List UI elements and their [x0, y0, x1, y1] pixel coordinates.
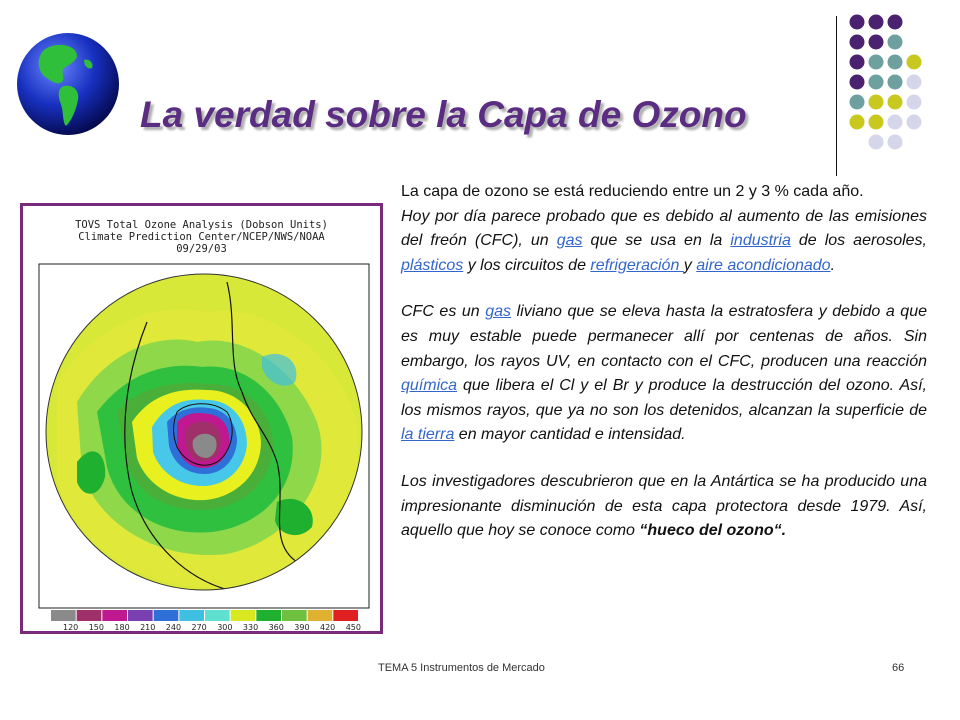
- decor-dot: [850, 75, 865, 90]
- decor-dot: [850, 55, 865, 70]
- scale-swatch: [154, 610, 179, 621]
- figure-title-line1: TOVS Total Ozone Analysis (Dobson Units): [75, 219, 328, 231]
- link-gas[interactable]: gas: [556, 232, 583, 250]
- paragraph-1: La capa de ozono se está reduciendo entre un 2 y 3 % cada año.: [401, 183, 864, 200]
- scale-swatch: [205, 610, 230, 621]
- scale-label: 270: [191, 623, 207, 632]
- text-span: de los aerosoles,: [790, 232, 928, 250]
- link-refrigeracion[interactable]: refrigeración: [590, 256, 684, 274]
- figure-title-line2: Climate Prediction Center/NCEP/NWS/NOAA: [78, 231, 325, 243]
- scale-label: 120: [63, 623, 79, 632]
- ozone-polar-map: [37, 262, 371, 610]
- decor-dot: [869, 55, 884, 70]
- slide-title: La verdad sobre la Capa de Ozono: [140, 94, 747, 135]
- hueco-del-ozono-bold: “hueco del ozono“.: [639, 522, 787, 540]
- scale-label: 210: [140, 623, 156, 632]
- scale-label: 150: [88, 623, 104, 632]
- decor-dot: [869, 95, 884, 110]
- text-span: .: [830, 256, 836, 274]
- scale-swatch: [128, 610, 153, 621]
- figure-title-line3: 09/29/03: [176, 243, 227, 255]
- paragraph-4: [401, 470, 927, 544]
- decor-dot: [850, 95, 865, 110]
- decor-dot: [850, 35, 865, 50]
- footer-topic: TEMA 5 Instrumentos de Mercado: [378, 662, 545, 674]
- decor-dot: [850, 115, 865, 130]
- text-span: que libera el Cl y el Br y produce la destrucción del ozono. Así, los mismos rayos, que ya no son los detenidos, alcanzan la superficie de: [401, 377, 927, 419]
- decor-dot: [869, 35, 884, 50]
- scale-label: 300: [217, 623, 233, 632]
- text-span: Hoy por día parece probado que es debido al aumento de las emisiones del freón (CFC), un: [401, 207, 927, 250]
- decor-dot: [869, 115, 884, 130]
- decor-dot: [907, 95, 922, 110]
- scale-swatch: [282, 610, 307, 621]
- text-span: en mayor cantidad e intensidad.: [454, 426, 686, 444]
- text-span: CFC es un: [401, 303, 486, 321]
- text-span: Los investigadores descubrieron que en la Antártica se ha producido una impresionante disminución de esta capa protectora desde 1979. Así, aquello que hoy se conoce como: [401, 472, 927, 540]
- decorative-vertical-line: [836, 16, 837, 176]
- link-industria[interactable]: industria: [730, 232, 791, 250]
- decor-dot: [888, 135, 903, 150]
- decor-dot: [869, 135, 884, 150]
- scale-swatch: [256, 610, 281, 621]
- decor-dot: [907, 75, 922, 90]
- color-scale-bar: [51, 610, 359, 622]
- decor-dot: [907, 115, 922, 130]
- scale-label: 240: [165, 623, 182, 632]
- ozone-map-figure: [20, 203, 383, 634]
- decor-dot: [907, 55, 922, 70]
- scale-label: 330: [242, 623, 259, 632]
- scale-swatch: [77, 610, 102, 621]
- scale-swatch: [179, 610, 204, 621]
- scale-label: 450: [345, 623, 361, 632]
- scale-label: 390: [294, 623, 310, 632]
- decor-dot: [869, 15, 884, 30]
- paragraph-3: [401, 300, 927, 448]
- scale-label: 420: [320, 623, 336, 632]
- decor-dot: [888, 35, 903, 50]
- scale-swatch: [51, 610, 76, 621]
- decor-dot: [888, 15, 903, 30]
- decor-dot: [888, 95, 903, 110]
- body-text: [401, 180, 927, 544]
- text-span: y los circuitos de: [463, 256, 591, 274]
- page-number: 66: [892, 662, 905, 674]
- decor-dot: [850, 15, 865, 30]
- text-span: que se usa en la: [582, 232, 731, 250]
- link-plasticos[interactable]: plásticos: [401, 256, 464, 274]
- link-quimica[interactable]: química: [401, 377, 458, 395]
- decor-dot: [888, 115, 903, 130]
- scale-swatch: [308, 610, 333, 621]
- scale-label: 360: [268, 623, 284, 632]
- scale-swatch: [102, 610, 127, 621]
- decor-dot: [888, 55, 903, 70]
- dot-grid-decoration: [0, 0, 960, 160]
- link-gas-2[interactable]: gas: [485, 303, 512, 321]
- decor-dot: [869, 75, 884, 90]
- link-la-tierra[interactable]: la tierra: [401, 426, 455, 444]
- text-span: liviano que se eleva hasta la estratosfera y debido a que es muy estable puede permanecer allí por centenas de años. Sin embargo, los rayos UV, en contacto con el CFC, producen una reacción: [401, 303, 927, 370]
- scale-label: 180: [114, 623, 130, 632]
- decor-dot: [888, 75, 903, 90]
- link-aire-acondicionado[interactable]: aire acondicionado: [696, 256, 831, 274]
- text-span: y: [683, 256, 697, 274]
- scale-swatch: [333, 610, 358, 621]
- scale-swatch: [231, 610, 256, 621]
- paragraph-2: [401, 205, 927, 279]
